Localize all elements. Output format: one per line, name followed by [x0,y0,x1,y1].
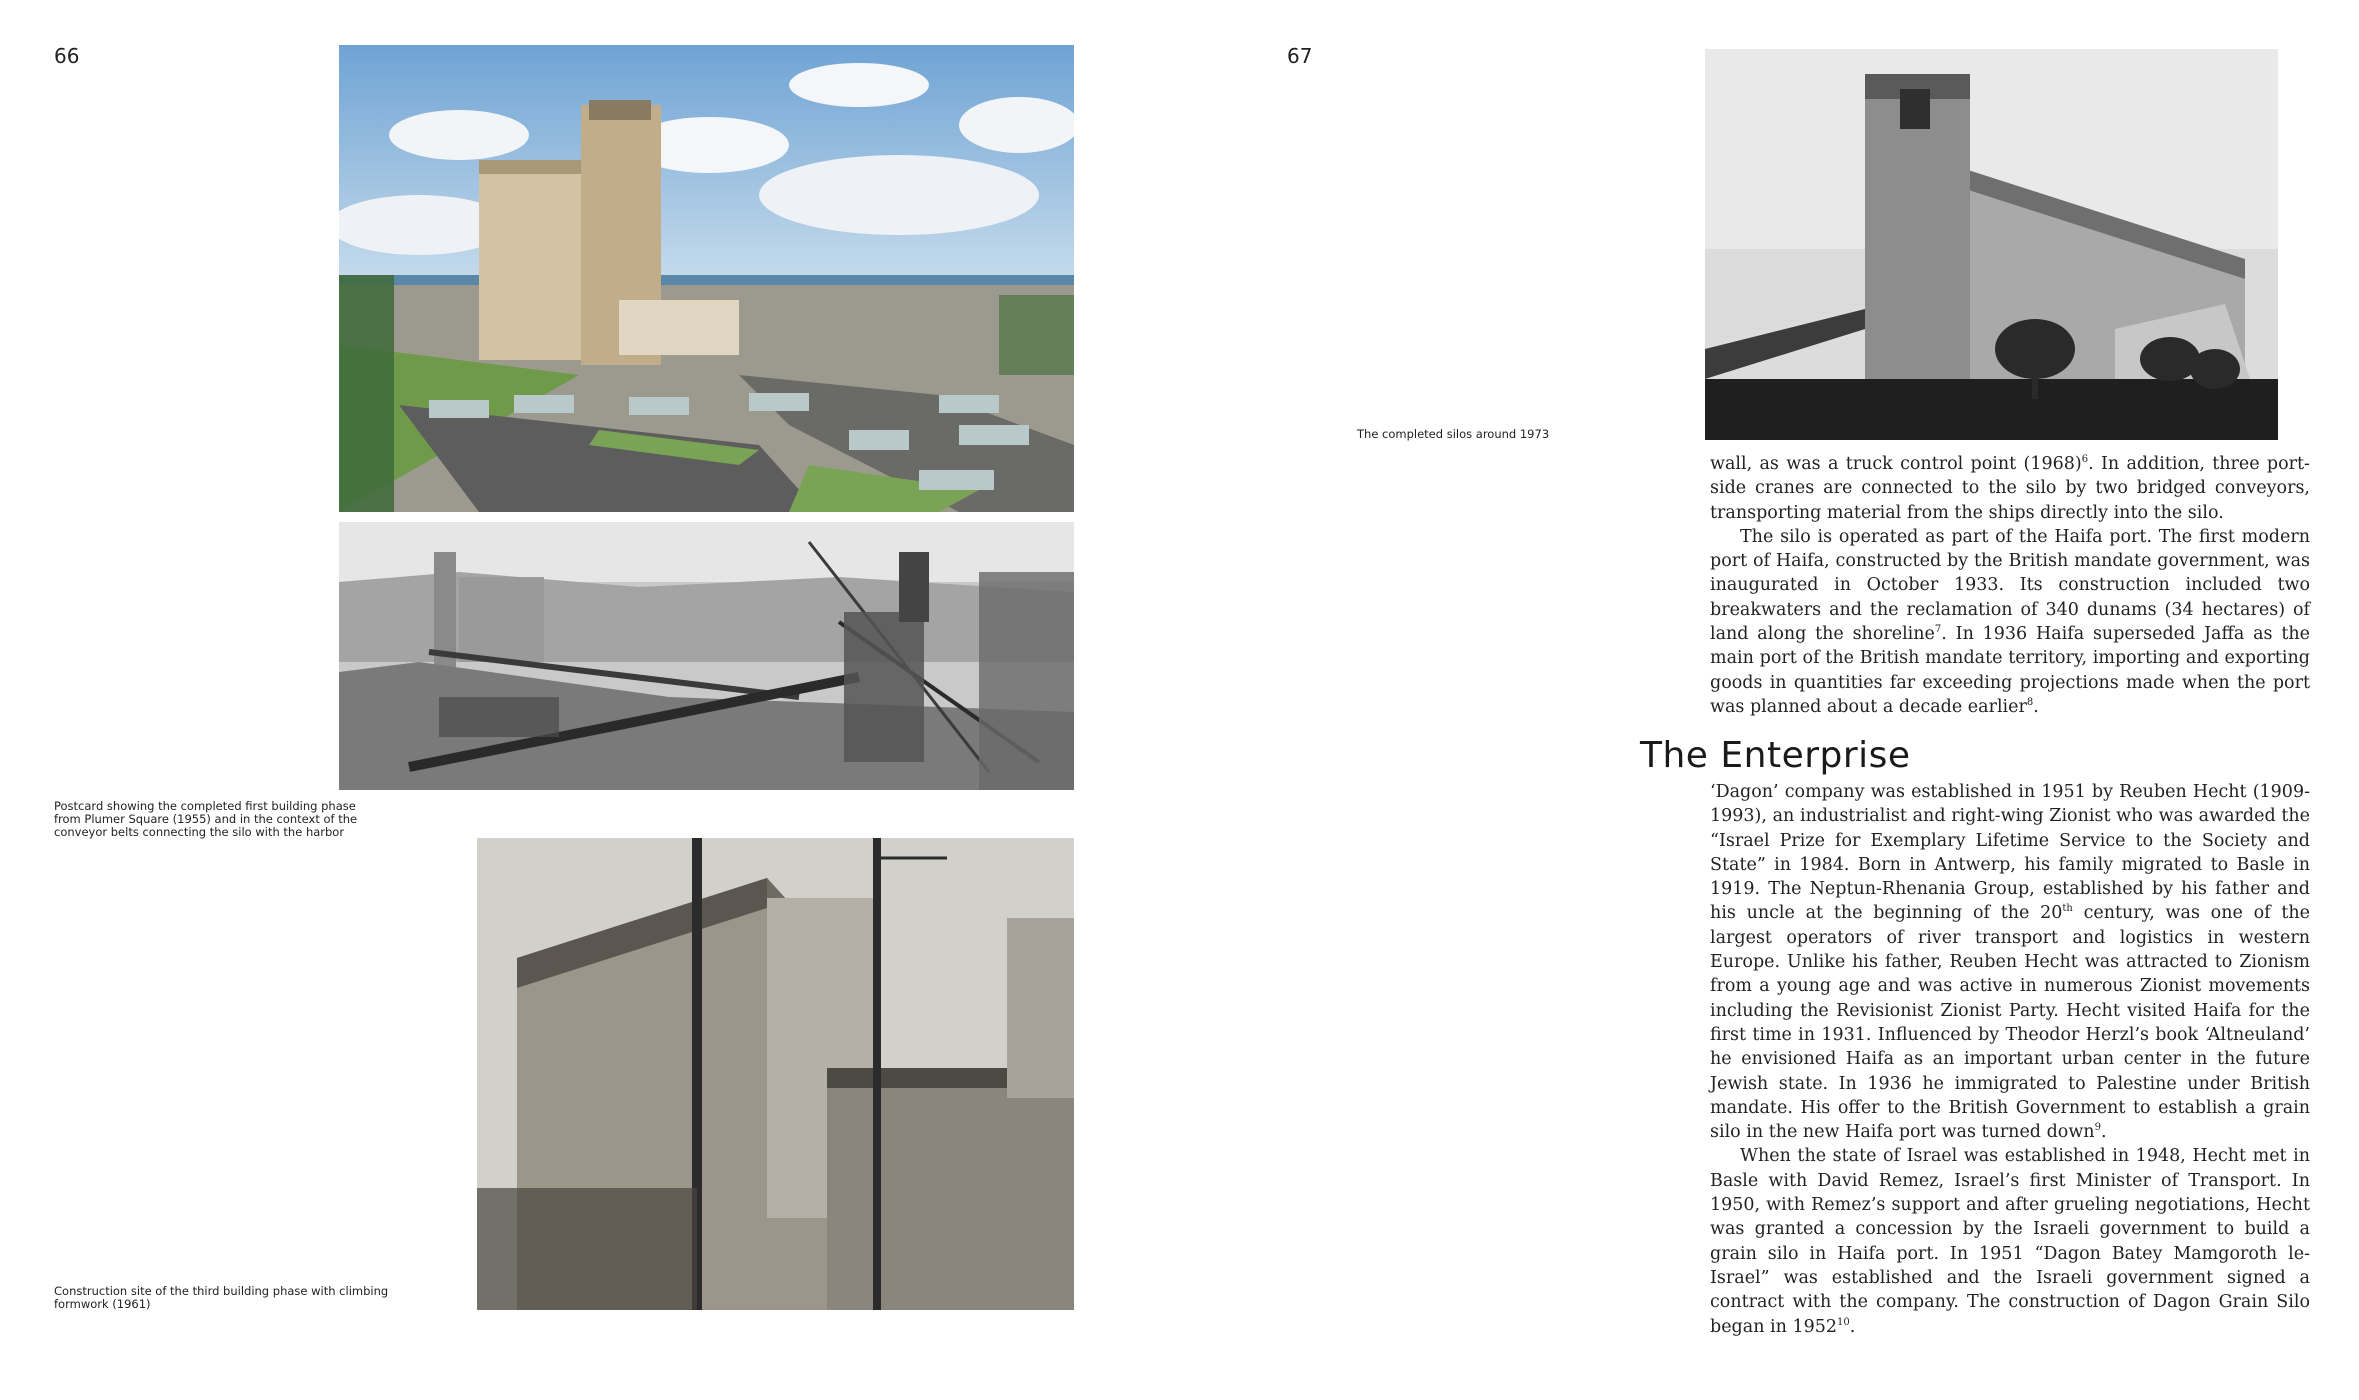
paragraph-1 [1710,452,2310,525]
caption-silos: The completed silos around 1973 [1357,427,1550,441]
construction-photo [477,838,1074,1310]
body-text-top [1710,452,2310,719]
footnote-10[interactable]: 10 [1837,1316,1850,1328]
postcard-photo [339,45,1074,512]
footnote-8[interactable]: 8 [2026,697,2034,709]
footnote-6[interactable]: 6 [2081,454,2089,466]
paragraph-2-text: The silo is operated as part of the Haifa port. The first modern port of Haifa, constructed by the British mandate government, was inaugurated in October 1933. Its construction included two breakwaters and the reclamation of 340 dunams (34 hectares) of land along the shoreline [1710,526,2310,645]
enterprise-paragraph-1 [1710,780,2310,1144]
body-text-enterprise [1710,780,2310,1339]
footnote-9[interactable]: 9 [2094,1122,2101,1134]
century-superscript: th [2062,903,2073,915]
page-number-left: 66 [54,44,80,68]
harbor-conveyor-photo [339,522,1074,790]
paragraph-1-tail: . In addition, three port-side cranes are connected to the silo by two bridged conveyors, transporting material from the ships directly into the silo. [1710,454,2310,523]
footnote-7[interactable]: 7 [1934,624,1942,636]
completed-silos-photo [1705,49,2278,440]
section-heading: The Enterprise [1640,735,1911,776]
enterprise-p2-end: . [1849,1316,1856,1337]
enterprise-p1-text-a: ‘Dagon’ company was established in 1951 by Reuben Hecht (1909-1993), an industrialist and right-wing Zionist who was awarded the “Israel Prize for Exemplary Lifetime Service to the Society and State” in 1984. Born in Antwerp, his family migrated to Basle in 1919. The Neptun-Rhenania Group, established by his father and his uncle at the beginning of the 20 [1710,782,2310,924]
enterprise-paragraph-2 [1710,1144,2310,1338]
enterprise-p1-text-b: century, was one of the largest operators of river transport and logistics in western Europe. Unlike his father, Reuben Hecht was attracted to Zionism from a young age and was active in numerous Zionist movements including the Revisionist Zionist Party. Hecht visited Haifa for the first time in 1931. Influenced by Theodor Herzl’s book ‘Altneuland’ he envisioned Haifa as an important urban center in the future Jewish state. In 1936 he immigrated to Palestine under British mandate. His offer to the British Government to establish a grain silo in the new Haifa port was turned down [1710,903,2311,1143]
paragraph-1-text: wall, as was a truck control point (1968) [1710,454,2082,474]
caption-postcard: Postcard showing the completed first building phase from Plumer Square (1955) and in the context of the conveyor belts connecting the silo with the harbor [54,799,358,839]
paragraph-2-tail: . In 1936 Haifa superseded Jaffa as the main port of the British mandate territory, importing and exporting goods in quantities far exceeding projections made when the port was planned about a decade earlier [1710,624,2310,717]
caption-construction: Construction site of the third building phase with climbing formwork (1961) [54,1284,389,1311]
enterprise-p1-end: . [2100,1122,2107,1143]
paragraph-2-end: . [2033,696,2039,717]
paragraph-2 [1710,525,2310,719]
page-number-right: 67 [1287,44,1313,68]
enterprise-p2-text: When the state of Israel was established in 1948, Hecht met in Basle with David Remez, Israel’s first Minister of Transport. In 1950, with Remez’s support and after grueling negotiations, Hecht was granted a concession by the Israeli government to build a grain silo in Haifa port. In 1951 “Dagon Batey Mamgoroth le-Israel” was established and the Israeli government signed a contract with the company. The construction of Dagon Grain Silo began in 1952 [1710,1146,2310,1337]
